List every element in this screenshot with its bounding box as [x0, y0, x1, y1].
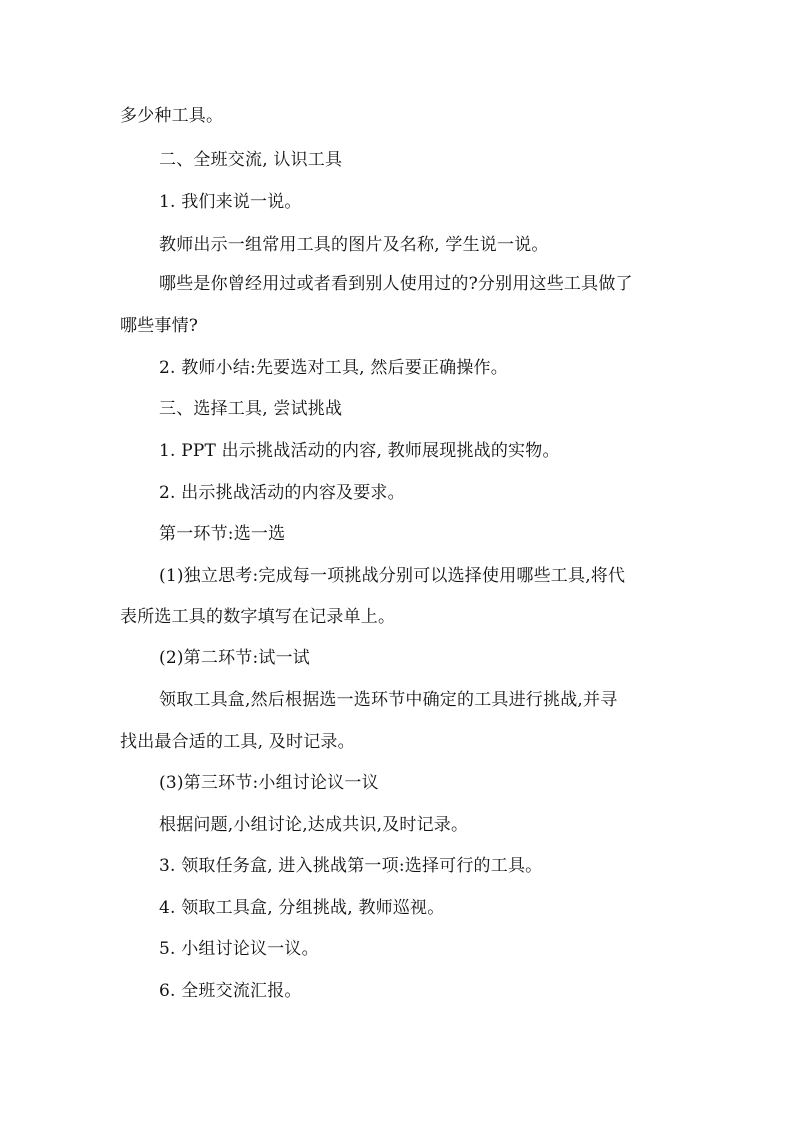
text-line-16: 找出最合适的工具, 及时记录。 [120, 732, 355, 752]
text-line-5: 哪些是你曾经用过或者看到别人使用过的?分别用这些工具做了 [159, 274, 633, 294]
text-line-17: (3)第三环节:小组讨论议一议 [159, 773, 379, 793]
text-line-12: (1)独立思考:完成每一项挑战分别可以选择使用哪些工具,将代 [159, 566, 626, 586]
text-line-18: 根据问题,小组讨论,达成共识,及时记录。 [159, 815, 469, 835]
section-heading-3: 三、选择工具, 尝试挑战 [159, 399, 343, 419]
text-line-20: 4. 领取工具盒, 分组挑战, 教师巡视。 [159, 898, 445, 918]
text-line-14: (2)第二环节:试一试 [159, 648, 311, 668]
text-line-6: 哪些事情? [120, 316, 199, 336]
text-line-19: 3. 领取任务盒, 进入挑战第一项:选择可行的工具。 [159, 856, 543, 876]
text-line-22: 6. 全班交流汇报。 [159, 981, 302, 1001]
text-line-1: 多少种工具。 [120, 106, 224, 126]
text-line-13: 表所选工具的数字填写在记录单上。 [120, 607, 396, 627]
section-heading-2: 二、全班交流, 认识工具 [159, 150, 343, 170]
text-line-10: 2. 出示挑战活动的内容及要求。 [159, 483, 405, 503]
text-line-11: 第一环节:选一选 [159, 524, 286, 544]
text-line-7: 2. 教师小结:先要选对工具, 然后要正确操作。 [159, 358, 508, 378]
text-line-15: 领取工具盒,然后根据选一选环节中确定的工具进行挑战,并寻 [159, 690, 618, 710]
text-line-9: 1. PPT 出示挑战活动的内容, 教师展现挑战的实物。 [159, 441, 560, 461]
text-line-21: 5. 小组讨论议一议。 [159, 939, 319, 959]
text-line-4: 教师出示一组常用工具的图片及名称, 学生说一说。 [159, 235, 549, 255]
text-line-3: 1. 我们来说一说。 [159, 192, 302, 212]
